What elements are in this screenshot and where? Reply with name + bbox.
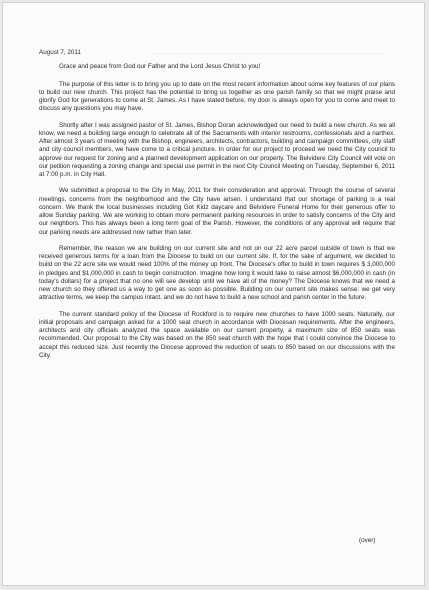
- continuation-note: (over): [359, 537, 376, 544]
- paragraph-parking: We submitted a proposal to the City in May, 2011 for their consideration and approval. Through the course of several meetings, concerns from the neighborhood and the City have arisen. I understand that our shortage of parking is a real concern. We thank the local businesses including Got Kidz daycare and Belvidere Funeral Home for their generous offer to allow Sunday parking. We are working to obtain more permanent parking resources in order to satisfy concerns of the City and our neighbors. This has always been a long term goal of the Parish. However, the conditions of any approval will require that our parking needs are addressed now rather than later.: [39, 187, 395, 236]
- letter-date: August 7, 2011: [39, 49, 81, 56]
- paragraph-background: Shortly after I was assigned pastor of St. James, Bishop Doran acknowledged our need to build a new church. As we all know, we need a building large enough to celebrate all of the Sacraments with interior restrooms, confessionals and a narthex. After almost 3 years of meeting with the Bishop, engineers, architects, contractors, building and campaign committees, city staff and city council members, we have come to a critical juncture. In order for our project to proceed we need the City council to approve our request for zoning and a planned development application on our property. The Belvidere City Council will vote on our petition requesting a zoning change and special use permit in the next City Council Meeting on Tuesday, September 6, 2011 at 7:00 p.m. in City Hall.: [39, 121, 395, 178]
- letter-body: [39, 49, 395, 368]
- letter-page: [2, 2, 425, 586]
- paragraph-purpose: The purpose of this letter is to bring you up to date on the most recent information about some key features of our plans to build our new church. This project has the potential to bring us together as one parish family so that we might praise and glorify God for generations to come at St. James. As I have stated before, my door is always open for you to come and meet to discuss any questions you may have.: [39, 80, 395, 113]
- letter-greeting: Grace and peace from God our Father and the Lord Jesus Christ to you!: [59, 63, 261, 71]
- paragraph-site-reason: Remember, the reason we are building on our current site and not on our 22 acre parcel outside of town is that we received generous terms for a loan from the Diocese to build on our current site. If, for the sake of argument, we decided to build on the 22 acre site we would need 100% of the money up front. The Diocese's offer to build in town requires $ 3,000,000 in pledges and $1,000,000 in cash to begin construction. Imagine how long it would take to raise almost $6,000,000 in cash (in today's dollars) for a project that no one will see develop until we have all of the money? The Diocese knows that we need a new church so they offered us a way to get one as soon as possible. Building on our current site makes sense: we get very attractive terms, we keep the campus intact, and we do not have to build a new school and parish center in the future.: [39, 244, 395, 302]
- paragraph-seating: The current standard policy of the Diocese of Rockford is to require new churches to have 1000 seats. Naturally, our initial proposals and campaign asked for a 1000 seat church in accordance with Diocesan requirements. After the engineers, architects and city officials analyzed the space available on our current property, a maximum size of 850 seats was recommended. Our proposal to the City was based on the 850 seat church with the hope that I could convince the Diocese to accept this reduced size. Just recently the Diocese approved the reduction of seats to 850 based on our discussions with the City.: [39, 310, 395, 359]
